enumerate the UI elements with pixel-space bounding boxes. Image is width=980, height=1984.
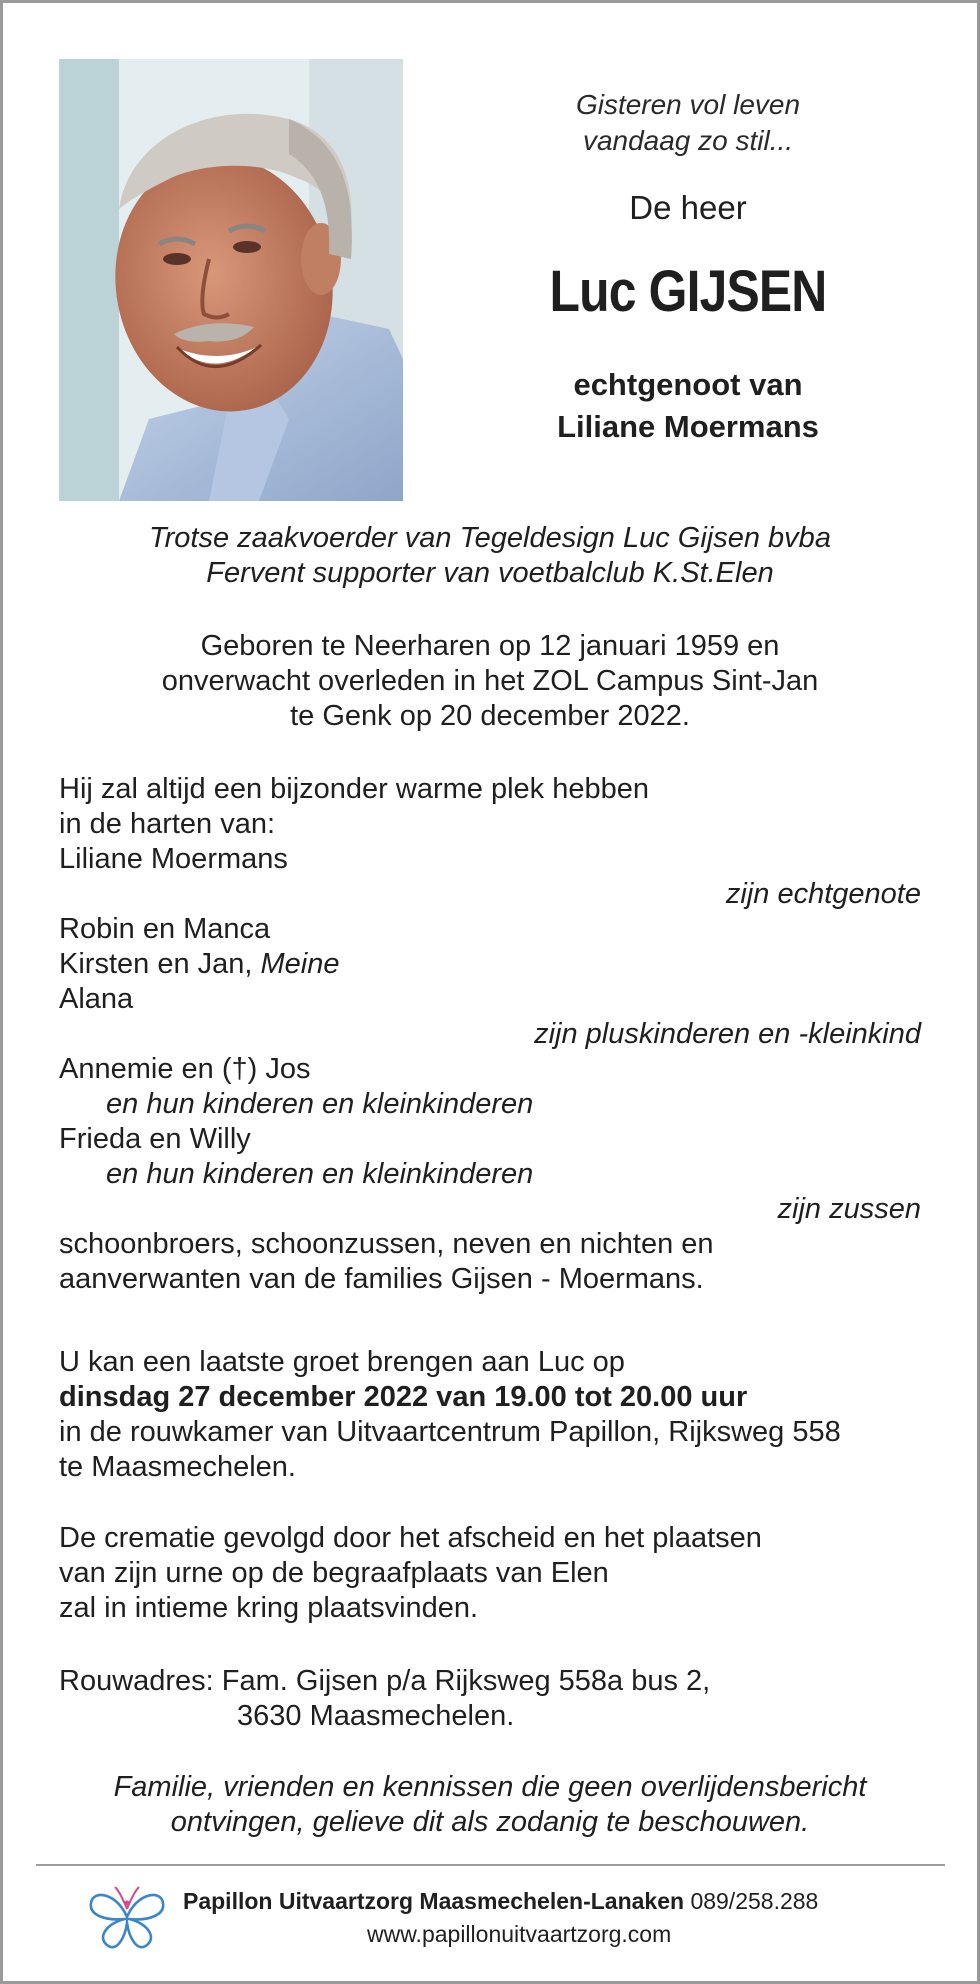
portrait-illustration <box>59 59 403 501</box>
family-extended-1: schoonbroers, schoonzussen, neven en nichten en <box>59 1228 714 1260</box>
deceased-name: Luc GIJSEN <box>549 259 827 324</box>
footer-company: Papillon Uitvaartzorg Maasmechelen-Lanaken <box>183 1888 685 1914</box>
salutation: De heer <box>629 189 747 226</box>
family-child-1: Robin en Manca <box>59 913 271 945</box>
portrait-photo <box>59 59 403 501</box>
intro-line-2: Fervent supporter van voetbalclub K.St.Elen <box>206 557 774 589</box>
dates-line-1: Geboren te Neerharen op 12 januari 1959 en <box>200 630 780 662</box>
family-children-role: zijn pluskinderen en -kleinkind <box>534 1018 921 1050</box>
visitation-line-1: U kan een laatste groet brengen aan Luc op <box>59 1346 625 1378</box>
dates-line-3: te Genk op 20 december 2022. <box>290 700 690 732</box>
footer-website: www.papillonuitvaartzorg.com <box>367 1921 672 1947</box>
family-intro-2: in de harten van: <box>59 808 276 840</box>
footer-divider <box>36 1864 945 1866</box>
butterfly-logo-icon <box>87 1883 167 1955</box>
family-child-2-names: Kirsten en Jan, <box>59 948 253 980</box>
spouse-line-2: Liliane Moermans <box>557 409 819 444</box>
family-spouse-role: zijn echtgenote <box>725 878 921 910</box>
address-line-2: 3630 Maasmechelen. <box>237 1700 515 1732</box>
cremation-line-2: van zijn urne op de begraafplaats van Elen <box>59 1557 609 1589</box>
closing-line-2: ontvingen, gelieve dit als zodanig te beschouwen. <box>170 1806 810 1838</box>
address-line-1: Rouwadres: Fam. Gijsen p/a Rijksweg 558a bus 2, <box>59 1665 711 1697</box>
family-child-2-grandchild: Meine <box>260 948 340 980</box>
family-intro-1: Hij zal altijd een bijzonder warme plek hebben <box>59 773 649 805</box>
family-extended-2: aanverwanten van de families Gijsen - Moermans. <box>59 1263 704 1295</box>
motto-line-1: Gisteren vol leven <box>575 89 801 120</box>
family-child-2 <box>59 950 340 979</box>
family-sibling-2: Frieda en Willy <box>59 1123 251 1155</box>
family-child-3: Alana <box>59 983 134 1015</box>
family-siblings-role: zijn zussen <box>777 1193 921 1225</box>
closing-line-1: Familie, vrienden en kennissen die geen overlijdensbericht <box>113 1771 867 1803</box>
intro-line-1: Trotse zaakvoerder van Tegeldesign Luc Gijsen bvba <box>149 522 831 554</box>
family-spouse: Liliane Moermans <box>59 843 288 875</box>
family-sibling-2-sub: en hun kinderen en kleinkinderen <box>106 1158 534 1190</box>
dates-line-2: onverwacht overleden in het ZOL Campus Sint-Jan <box>161 665 819 697</box>
cremation-line-3: zal in intieme kring plaatsvinden. <box>59 1592 479 1624</box>
visitation-datetime: dinsdag 27 december 2022 van 19.00 tot 20.00 uur <box>59 1381 748 1413</box>
visitation-line-4: te Maasmechelen. <box>59 1451 296 1483</box>
cremation-line-1: De crematie gevolgd door het afscheid en het plaatsen <box>59 1522 762 1554</box>
motto-line-2: vandaag zo stil... <box>582 125 794 156</box>
footer-company-line <box>183 1890 818 1913</box>
spouse-line-1: echtgenoot van <box>573 367 803 402</box>
visitation-line-3: in de rouwkamer van Uitvaartcentrum Papillon, Rijksweg 558 <box>59 1416 841 1448</box>
family-sibling-1-sub: en hun kinderen en kleinkinderen <box>106 1088 534 1120</box>
footer-phone: 089/258.288 <box>690 1888 819 1914</box>
family-sibling-1: Annemie en (†) Jos <box>59 1053 311 1085</box>
